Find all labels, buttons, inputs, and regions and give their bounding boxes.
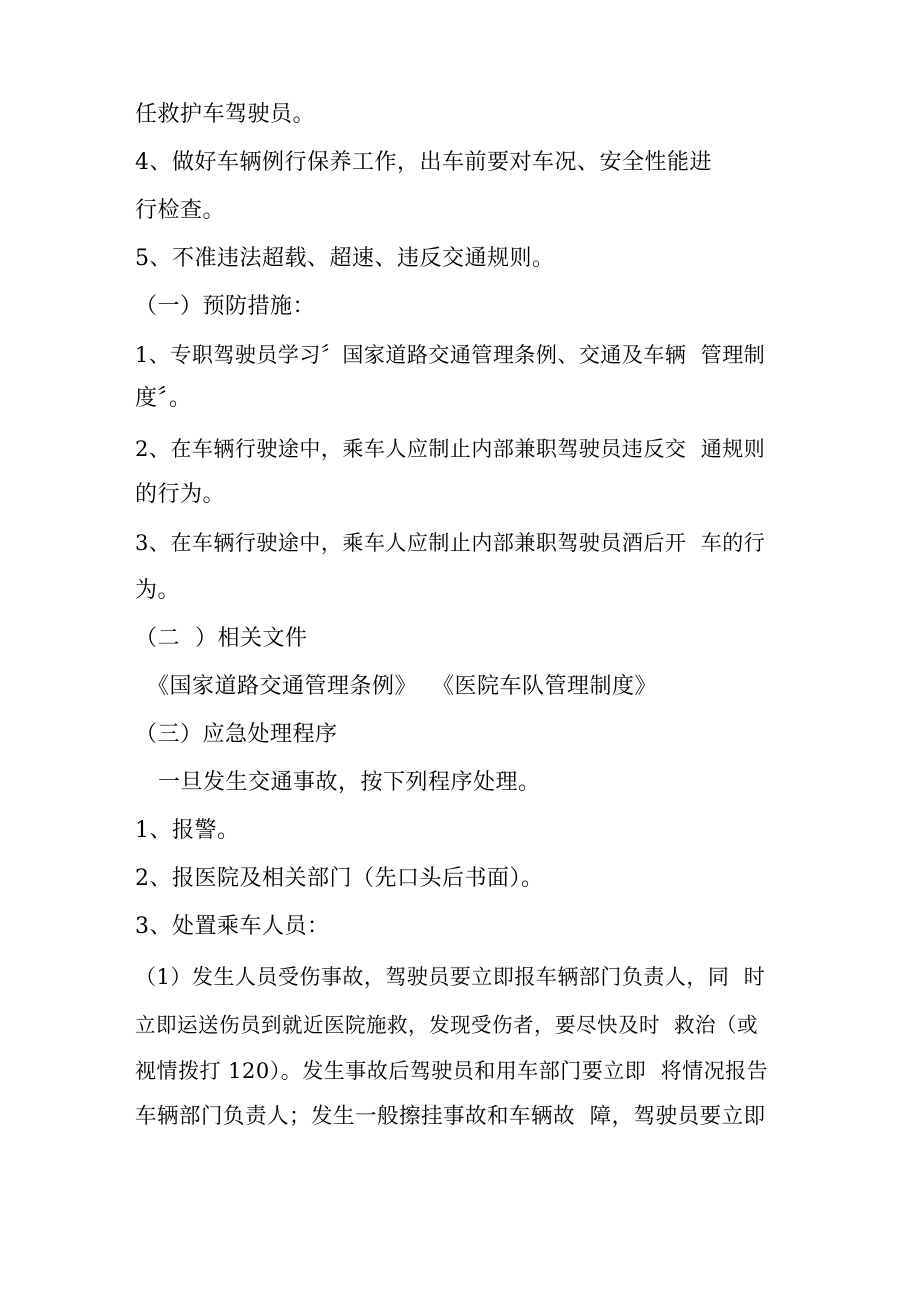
text-line: 一旦发生交通事故，按下列程序处理。 bbox=[158, 770, 541, 795]
text-line: 5、不准违法超载、超速、违反交通规则。 bbox=[135, 246, 555, 271]
section-heading: （三）应急处理程序 bbox=[135, 722, 338, 747]
text-line: 视情拨打 120）。发生事故后驾驶员和用车部门要立即 将情况报告 bbox=[135, 1059, 769, 1083]
text-line: 1、专职驾驶员学习〞国家道路交通管理条例、交通及车辆 管理制 bbox=[135, 343, 766, 367]
text-line: 4、做好车辆例行保养工作，出车前要对车况、安全性能进 bbox=[135, 150, 712, 175]
text-line: 的行为。 bbox=[135, 482, 226, 507]
text-line: 2、报医院及相关部门（先口头后书面）。 bbox=[135, 866, 544, 891]
text-line: （1）发生人员受伤事故，驾驶员要立即报车辆部门负责人，同 时 bbox=[135, 965, 766, 989]
text-line: 3、在车辆行驶途中，乘车人应制止内部兼职驾驶员酒后开 车的行 bbox=[135, 531, 766, 555]
text-line: 车辆部门负责人；发生一般擦挂事故和车辆故 障，驾驶员要立即 bbox=[135, 1104, 766, 1129]
text-line: 任救护车驾驶员。 bbox=[135, 102, 316, 127]
reference-line: 《国家道路交通管理条例》 《医院车队管理制度》 bbox=[147, 674, 657, 699]
text-line: 行检查。 bbox=[135, 198, 226, 223]
text-line: 立即运送伤员到就近医院施救，发现受伤者，要尽快及时 救治（或 bbox=[135, 1013, 759, 1037]
text-line: 3、处置乘车人员： bbox=[135, 914, 330, 939]
text-line: 1、报警。 bbox=[135, 818, 240, 843]
text-line: 为。 bbox=[135, 578, 181, 603]
section-heading: （二 ）相关文件 bbox=[135, 626, 308, 651]
text-line: 2、在车辆行驶途中，乘车人应制止内部兼职驾驶员违反交 通规则 bbox=[135, 437, 766, 461]
section-heading: （一）预防措施： bbox=[135, 294, 316, 319]
text-line: 度〞。 bbox=[135, 386, 192, 411]
